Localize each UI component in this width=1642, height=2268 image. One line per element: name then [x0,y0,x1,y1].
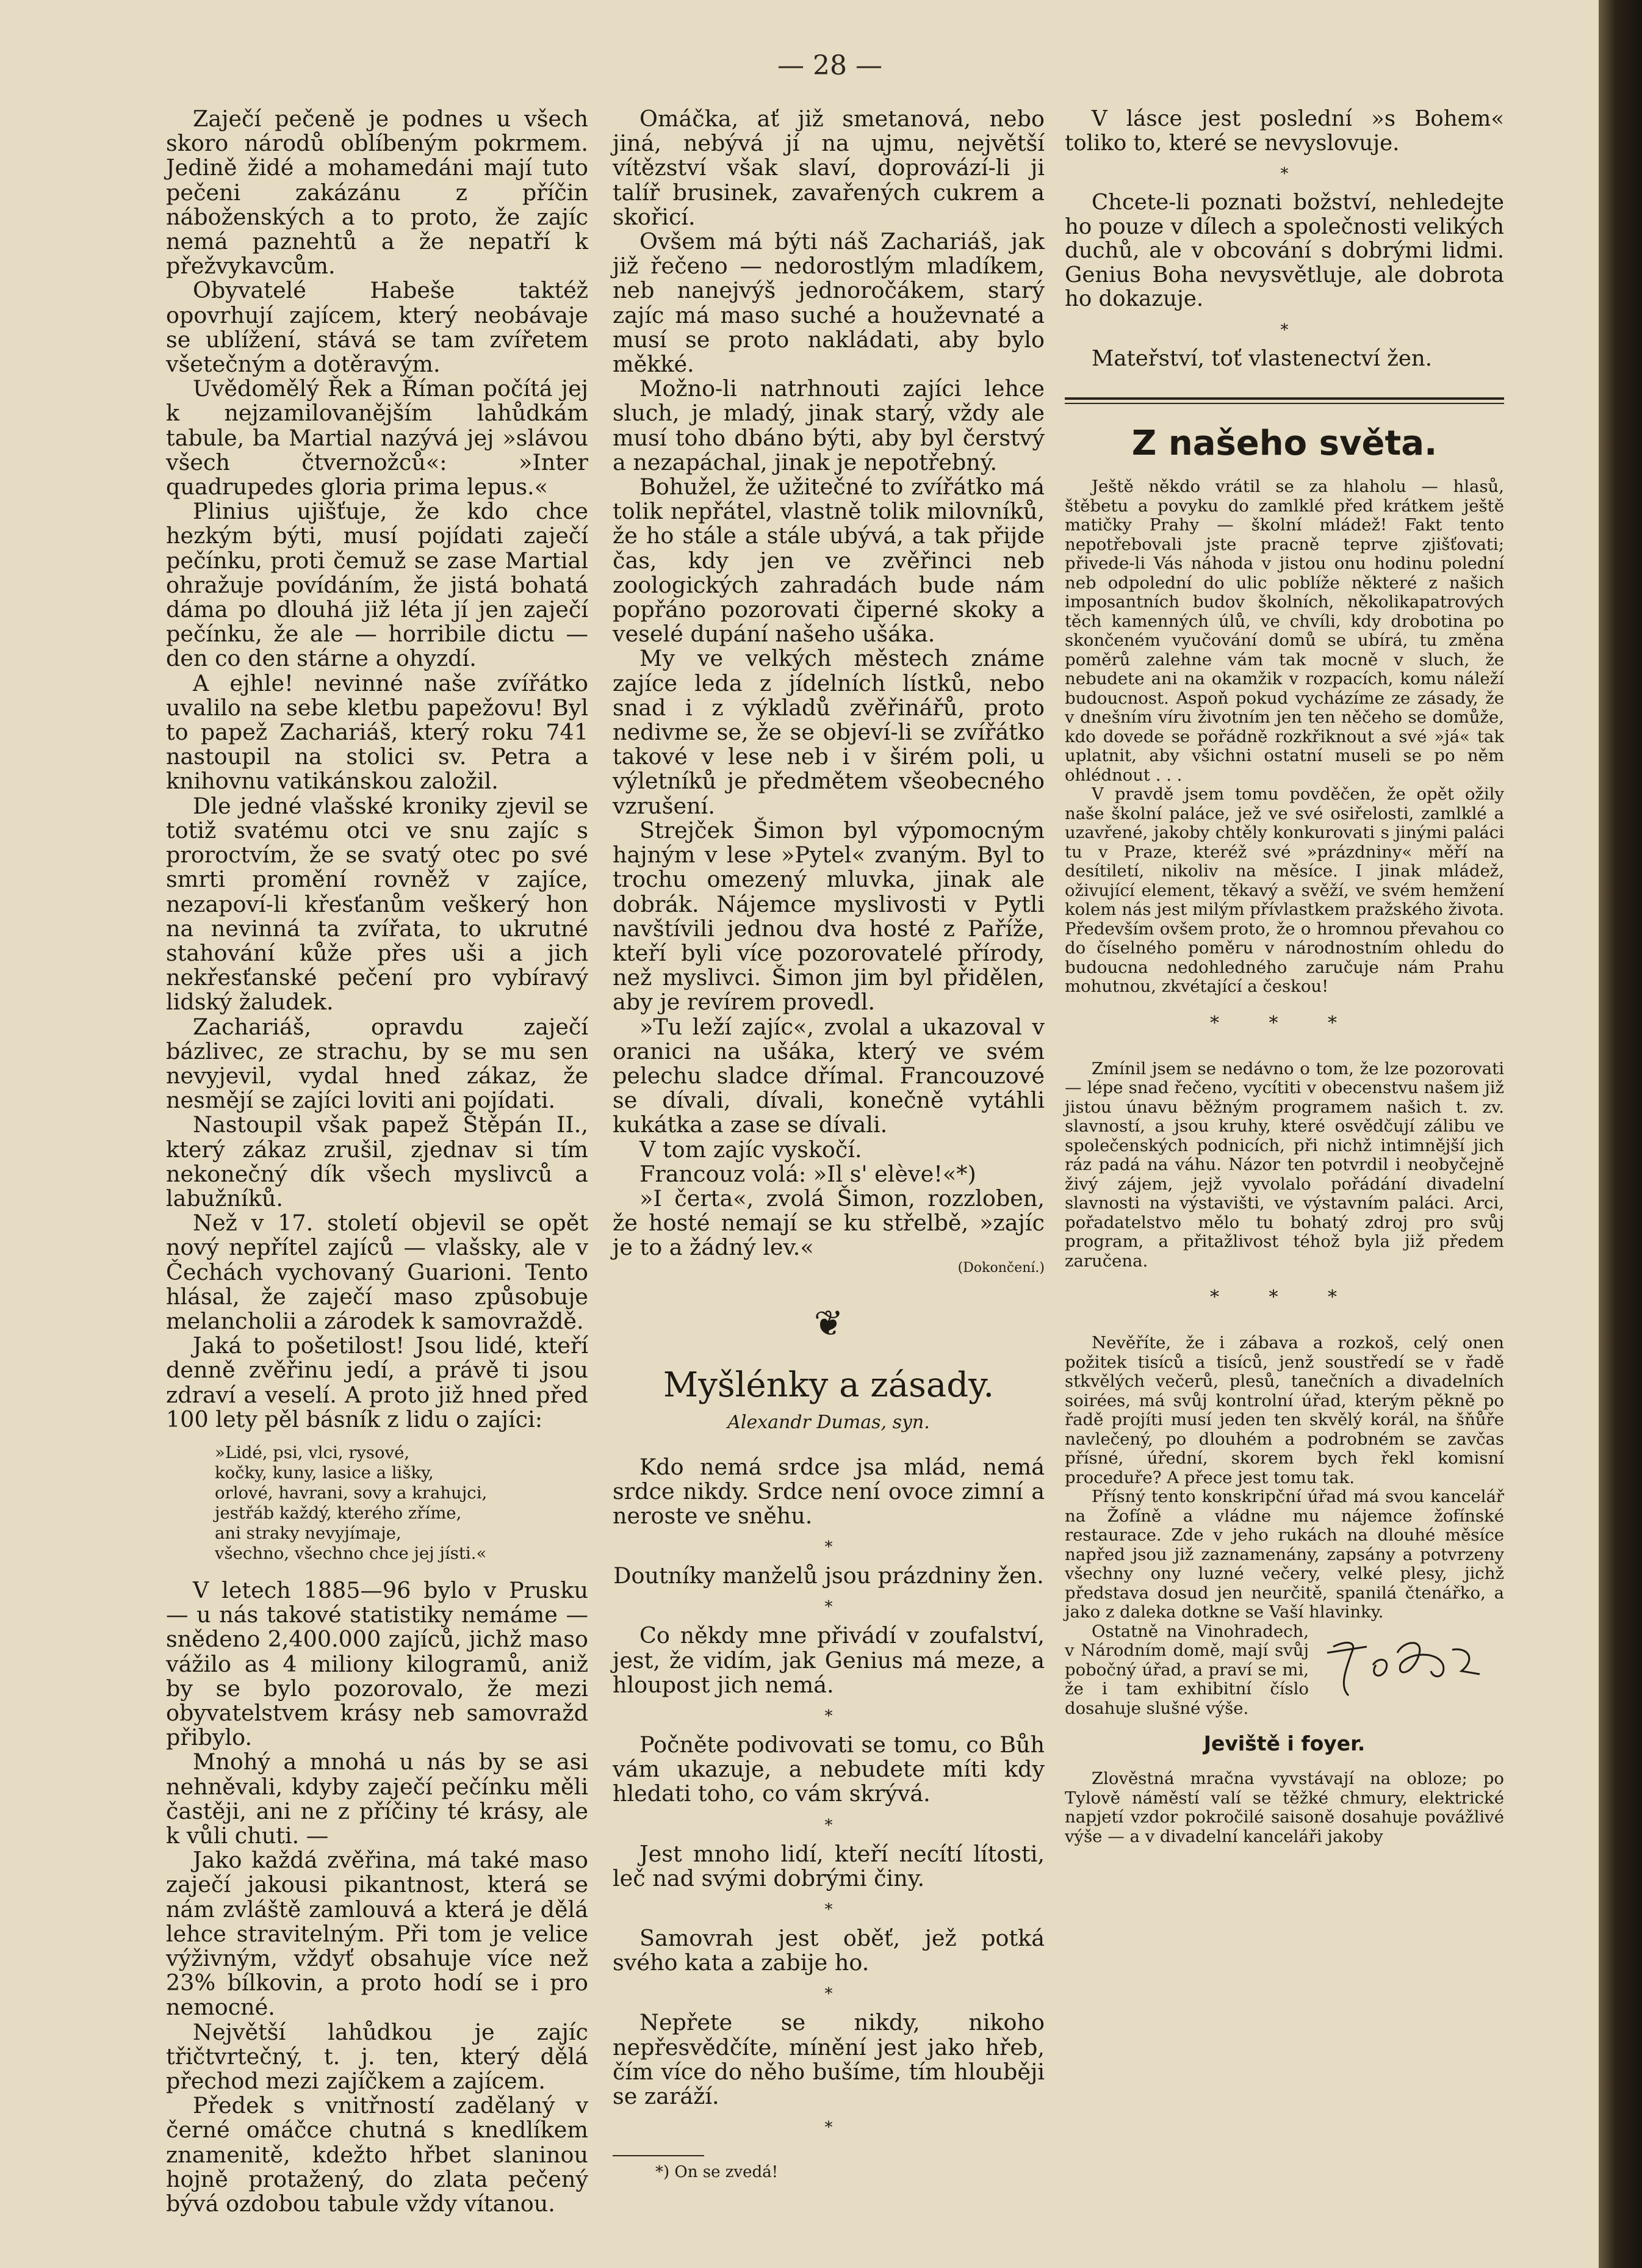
asterisk-separator: * [824,2118,833,2137]
theatre-title: Jeviště i foyer. [1203,1732,1366,1755]
paragraph: Strejček Šimon byl výpomocným hajným v lese »Pytel« zvaným. Byl to trochu omezený mluvka, jinak ale dobrák. Nájemce myslivosti v Pytli navštívili jednou dva hosté z Paříže, kteří byli více pozorovatelé přírody, než myslivci. Šimon jim byl přidělen, aby je revírem provedl. [613,817,1045,1016]
poem-line: kočky, kuny, lasice a lišky, [215,1462,434,1483]
paragraph: Ještě někdo vrátil se za hlaholu — hlasů, štěbetu a povyku do zamlklé před krátkem ještě matičky Prahy — školní mládež! Fakt tento nepotřebovali jste pracně teprve zjišťovati; přivede-li Vás náhoda v jistou onu hodinu polední neb odpolední do ulic poblíže některé z našich imposantních budov školních, několikapatrových těch kamenných úlů, ve chvíli, kdy drobotina po skončeném vyučování domů se ubírá, tu změna poměrů zalehne vám tak mocně v sluch, že nebudete ani na okamžik v rozpacích, komu náleží budoucnost. Aspoň pokud vycházíme ze zásady, že v dnešním víru životním jen ten něčeho se domůže, kdo dovede se pořádně rozkřiknout a své »já« tak uplatnit, aby všichni ostatní museli se po něm ohlédnout . . . [1065,477,1504,785]
asterisk-separator: * [1280,320,1289,339]
paragraph: Nevěříte, že i zábava a rozkoš, celý onen požitek tisíců a tisíců, jenž soustředí se v řadě stkvělých večerů, plesů, tanečních a divadelních soirées, má svůj kontrolní úřad, kterým pěkně po řadě projíti musí jeden ten skvělý korál, na šňůře navlečený, po dlouhém a podrobném se zavčas přísné, úřední, skorem bych řekl komisní proceduře? A přece jest tomu tak. [1065,1333,1504,1487]
paragraph: Obyvatelé Habeše taktéž opovrhují zajícem, který neobávaje se ublížení, stává se tam zvířetem všetečným a dotěravým. [166,277,588,378]
paragraph: Zlověstná mračna vyvstávají na obloze; po Tylově náměstí valí se těžké chmury, elektrické napjetí vzdor pokročilé saisoně dosahuje povážlivé výše — a v divadelní kanceláři jakoby [1065,1769,1504,1846]
paragraph: Plinius ujišťuje, že kdo chce hezkým býti, musí pojídati zaječí pečínku, proti čemuž se zase Martial ohražuje povídáním, že jistá bohatá dáma po dlouhá již léta jí jen zaječí pečínku, že ale — horribile dictu — den co den stárne a ohyzdí. [166,498,588,672]
maxims-author: Alexandr Dumas, syn. [727,1411,930,1433]
paragraph: Ostatně na Vinohradech, v Národním domě, mají svůj pobočný úřad, a praví se mi, že i tam exhibitní číslo dosahuje slušné výše. [1065,1621,1309,1718]
paragraph: V tom zajíc vyskočí. [639,1136,862,1163]
paragraph: Jaká to pošetilost! Jsou lidé, kteří denně zvěřinu jedí, a právě ti jsou zdraví a veselí. A proto již hned před 100 lety pěl básník z lidu o zajíci: [166,1332,588,1432]
page-number: — 28 — [777,50,882,81]
maxim: Jest mnoho lidí, kteří necítí lítosti, leč nad svými dobrými činy. [613,1840,1045,1891]
asterisk-separator: * [824,1538,833,1557]
paragraph: V letech 1885—96 bylo v Prusku — u nás takové statistiky nemáme — snědeno 2,400.000 zajíců, jichž maso vážilo as 4 miliony kilogramů, aniž by se bylo pozorovalo, že mezi obyvatelstvem krásy neb samovražd přibylo. [166,1576,588,1751]
paragraph: Omáčka, ať již smetanová, nebo jiná, nebývá jí na ujmu, největší vítězství však slaví, doprovází-li ji talíř brusinek, zavařených cukrem a skořicí. [613,106,1045,230]
divider-rule [1065,403,1504,404]
paragraph: »Tu leží zajíc«, zvolal a ukazoval v oranici na ušáka, který ve svém pelechu sladce dřímal. Francouzové se dívali, dívali, konečně vytáhli kukátka a zase se dívali. [613,1013,1045,1138]
maxim: Nepřete se nikdy, nikoho nepřesvědčíte, mínění jest jako hřeb, čím více do něho bušíme, tím hlouběji se zaráží. [613,2009,1045,2109]
ornament-icon: ❦ [813,1302,844,1344]
paragraph: Možno-li natrhnouti zajíci lehce sluch, je mladý, jinak starý, vždy ale musí toho dbáno býti, aby byl čerstvý a nezapáchal, jinak je nepotřebný. [613,375,1045,475]
section-title: Z našeho světa. [1131,424,1438,463]
asterisk-separator: * [824,1900,833,1919]
asterisk-separator: * [824,1816,833,1835]
paragraph: Uvědomělý Řek a Říman počítá jej k nejzamilovanějším lahůdkám tabule, ba Martial nazývá jej »slávou všech čtvernožců«: »Inter quadrupedes gloria prima lepus.« [166,375,588,500]
paragraph: Předek s vnitřností zadělaný v černé omáčce chutná s knedlíkem znamenitě, kdežto hřbet slaninou hojně protažený, do zlata pečený bývá ozdobou tabule vždy vítanou. [166,2092,588,2217]
poem-line: všechno, všechno chce jej jísti.« [215,1543,487,1563]
signature-icon [1321,1628,1486,1702]
asterisk-separator: * [824,1985,833,2004]
paragraph: Zachariáš, opravdu zaječí bázlivec, ze strachu, by se mu sen nevyjevil, vydal hned zákaz, že nesmějí se zajíci loviti ani pojídati. [166,1013,588,1114]
signature-block [1065,1622,1504,1719]
footnote: *) On se zvedá! [655,2163,779,2182]
maxim: Mateřství, toť vlastenectví žen. [1092,345,1433,371]
maxim: Co někdy mne přivádí v zoufalství, jest, že vidím, jak Genius má meze, a hloupost jich nemá. [613,1622,1045,1698]
paragraph: Přísný tento konskripční úřad má svou kancelář na Žofíně a vládne mu nájemce žofínské restaurace. Zde v jeho rukách na dlouhé měsíce napřed jsou již zaznamenány, zapsány a potvrzeny všechny ony luzné večery, velké plesy, jichž představa dosud jen neurčitě, spanilá čtenářko, a jako z daleka dotkne se Vaší hlavinky. [1065,1487,1504,1622]
footnote-rule [613,2155,704,2156]
paragraph: Nastoupil však papež Štěpán II., který zákaz zrušil, zjednav si tím nekonečný dík všech myslivců a labužníků. [166,1111,588,1212]
paragraph: Než v 17. století objevil se opět nový nepřítel zajíců — vlašsky, ale v Čechách vychovaný Guarioni. Tento hlásal, že zaječí maso způsobuje melancholii a zárodek k samovraždě. [166,1210,588,1334]
column-1 [166,107,588,2216]
paragraph: Největší lahůdkou je zajíc třičtvrtečný, t. j. ten, který dělá přechod mezi zajíčkem a zajícem. [166,2018,588,2095]
maxim: V lásce jest poslední »s Bohem« toliko to, které se nevyslovuje. [1065,106,1504,156]
poem-line: ani straky nevyjímaje, [215,1523,401,1543]
maxims-title: Myšlénky a zásady. [663,1365,995,1405]
paragraph: Jako každá zvěřina, má také maso zaječí jakousi pikantnost, která se nám zvláště zamlouvá a která je dělá lehce stravitelným. Při tom je velice výživným, vždyť obsahuje více než 23% bílkovin, a proto hodí se i pro nemocné. [166,1847,588,2021]
maxim: Samovrah jest oběť, jež potká svého kata a zabije ho. [613,1924,1045,1976]
paragraph: Dle jedné vlašské kroniky zjevil se totiž svatému otci ve snu zajíc s proroctvím, že se svatý otec po své smrti promění rovněž v zajíce, nezapoví-li křesťanům veškerý hon na nevinná ta zvířata, to ukrutné stahování kůže přes uši a jich nekřesťanské pečení pro vybíravý lidský žaludek. [166,792,588,1016]
paragraph: V pravdě jsem tomu povděčen, že opět ožily naše školní paláce, jež ve své osiřelosti, zamlklé a uzavřené, jakoby chtěly konkurovati s jinými paláci tu v Praze, kteréž své »prázdniny« měří na desítiletí, nikoliv na měsíce. I jinak mládež, oživující element, těkavý a svěží, ve svém hemžení kolem nás jest milým přívlastkem pražského života. Především ovšem proto, že o hromnou převahou co do číselného poměru v národnostním ohledu do budoucna nedohledného zaručuje nám Prahu mohutnou, zkvétající a českou! [1065,784,1504,996]
divider-rule [1065,397,1504,400]
paragraph: Francouz volá: »Il s' elève!«*) [639,1160,976,1187]
poem-line: jestřáb každý, kterého zříme, [215,1503,462,1523]
asterisk-separator: * * * [1209,1287,1359,1308]
continued-note: (Dokončení.) [957,1260,1045,1276]
column-2 [613,107,1045,2182]
maxim: Chcete-li poznati božství, nehledejte ho pouze v dílech a společnosti velikých duchů, ale v obcování s dobrými lidmi. Genius Boha nevysvětluje, ale dobrota ho dokazuje. [1065,190,1504,311]
poem-line: orlové, havrani, sovy a krahujci, [215,1483,488,1503]
maxim: Počněte podivovati se tomu, co Bůh vám ukazuje, a nebudete míti kdy hledati toho, co vám skrývá. [613,1731,1045,1807]
asterisk-separator: * [824,1598,833,1617]
poem-line: »Lidé, psi, vlci, rysové, [215,1442,410,1462]
paragraph: »I čerta«, zvolá Šimon, rozzloben, že hosté nemají se ku střelbě, »zajíc je to a žádný lev.« [613,1185,1045,1261]
folk-poem [215,1443,588,1564]
paragraph: Zaječí pečeně je podnes u všech skoro národů oblíbeným pokrmem. Jedině židé a mohamedáni mají tuto pečeni zakázánu z příčin náboženských a to proto, že zajíc nemá paznehtů a že nepatří k přežvykavcům. [166,106,588,280]
asterisk-separator: * * * [1209,1012,1359,1034]
paragraph: Mnohý a mnohá u nás by se asi nehněvali, kdyby zaječí pečínku měli častěji, ani ne z příčiny té krásy, ale k vůli chuti. — [166,1749,588,1849]
paragraph: A ejhle! nevinné naše zvířátko uvalilo na sebe kletbu papežovu! Byl to papež Zachariáš, který roku 741 nastoupil na stolici sv. Petra a knihovnu vatikánskou založil. [166,670,588,795]
section-divider [1065,397,1504,404]
asterisk-separator: * [1280,165,1289,183]
paragraph: Bohužel, že užitečné to zvířátko má tolik nepřátel, vlastně tolik milovníků, že ho stále a stále ubývá, a tak přijde čas, kdy jen ve zvěřinci neb zoologických zahradách bude nám popřáno pozorovati čiperné skoky a veselé dupání našeho ušáka. [613,474,1045,648]
asterisk-separator: * [824,1706,833,1725]
paragraph: Ovšem má býti náš Zachariáš, jak již řečeno — nedorostlým mladíkem, neb nanejvýš jednoročákem, starý zajíc má maso suché a houževnaté a musí se proto nakládati, aby bylo měkké. [613,228,1045,378]
maxim: Doutníky manželů jsou prázdniny žen. [613,1562,1044,1589]
column-3 [1065,107,1504,1846]
maxim: Kdo nemá srdce jsa mlád, nemá srdce nikdy. Srdce není ovoce zimní a neroste ve sněhu. [613,1453,1045,1529]
paragraph: My ve velkých městech známe zajíce leda z jídelních lístků, nebo snad i z výkladů zvěřinářů, proto nedivme se, že se objeví-li se zvířátko takové v lese neb i v širém poli, u výletníků je předmětem všeobecného vzrušení. [613,645,1045,819]
paragraph: Zmínil jsem se nedávno o tom, že lze pozorovati — lépe snad řečeno, vycítiti v obecenstvu našem již jistou únavu běžným programem našich t. zv. slavností, a jsou kruhy, které osvědčují zálibu ve společenských podnicích, při nichž intimnější jich ráz padá na váhu. Názor ten potvrdil i neobyčejně živý zájem, jejž vyvolalo pořádání divadelní slavnosti na výstavišti, ve výstavním paláci. Arci, pořadatelstvo mělo tu bohatý zdroj pro svůj program, a přitažlivost téhož byla již předem zaručena. [1065,1058,1504,1271]
book-spine [1599,0,1642,2268]
